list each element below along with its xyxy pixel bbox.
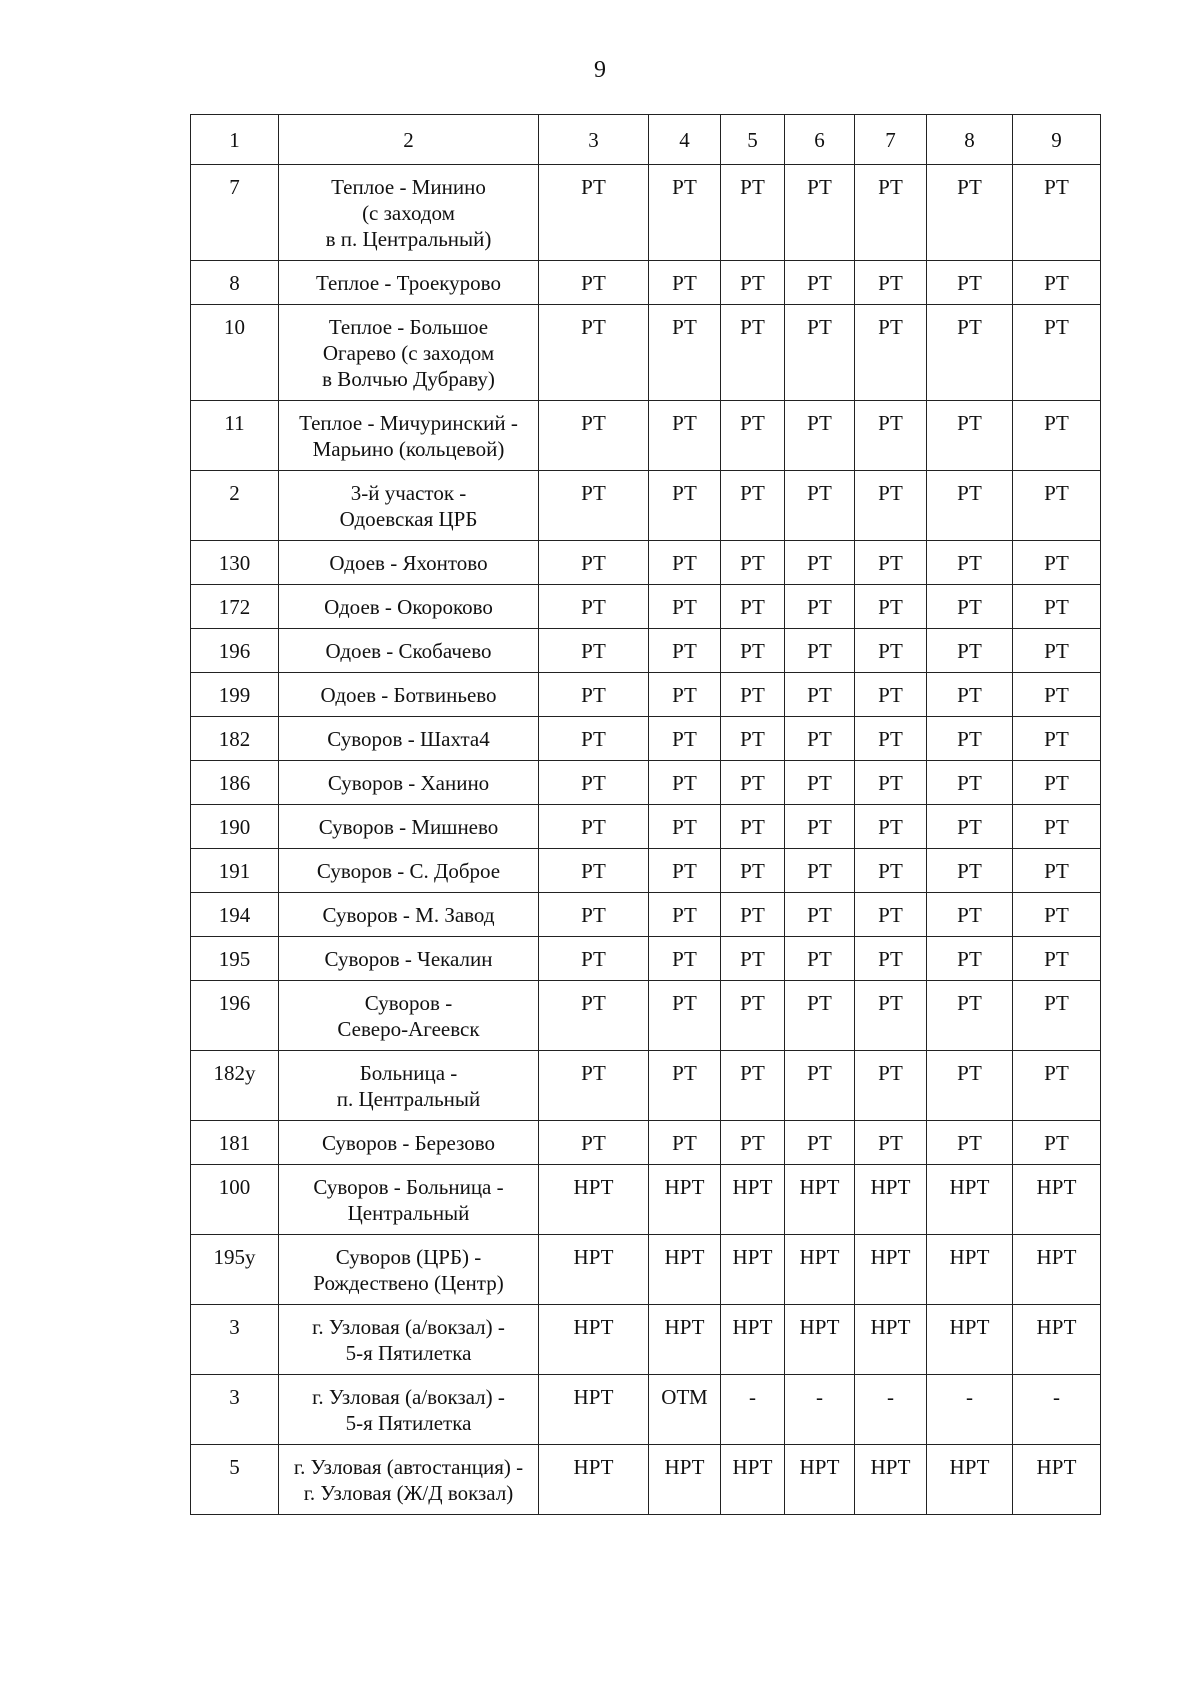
page-number: 9 — [594, 57, 606, 83]
status-cell: РТ — [1013, 849, 1101, 893]
table-row — [191, 1121, 1101, 1165]
status-cell: РТ — [927, 305, 1013, 401]
status-cell: РТ — [649, 673, 721, 717]
status-cell: РТ — [785, 673, 855, 717]
status-cell: НРТ — [785, 1165, 855, 1235]
table-row — [191, 1305, 1101, 1375]
status-cell: РТ — [785, 261, 855, 305]
status-cell: НРТ — [927, 1165, 1013, 1235]
table-row — [191, 1235, 1101, 1305]
route-name: Теплое - Мичуринский - Марьино (кольцевой) — [279, 401, 539, 471]
route-name: Одоев - Яхонтово — [279, 541, 539, 585]
status-cell: НРТ — [539, 1235, 649, 1305]
status-cell: РТ — [927, 937, 1013, 981]
route-number: 190 — [191, 805, 279, 849]
status-cell: РТ — [539, 1121, 649, 1165]
status-cell: РТ — [539, 805, 649, 849]
status-cell: РТ — [649, 1121, 721, 1165]
routes-table — [190, 114, 1101, 1515]
route-name: Суворов (ЦРБ) - Рождествено (Центр) — [279, 1235, 539, 1305]
status-cell: РТ — [855, 673, 927, 717]
status-cell: РТ — [1013, 471, 1101, 541]
status-cell: РТ — [855, 541, 927, 585]
status-cell: РТ — [927, 541, 1013, 585]
status-cell: ОТМ — [649, 1375, 721, 1445]
status-cell: РТ — [785, 805, 855, 849]
route-number: 3 — [191, 1305, 279, 1375]
status-cell: РТ — [539, 981, 649, 1051]
route-number: 7 — [191, 165, 279, 261]
table-row — [191, 761, 1101, 805]
status-cell: РТ — [855, 761, 927, 805]
table-row — [191, 849, 1101, 893]
status-cell: РТ — [649, 165, 721, 261]
status-cell: НРТ — [721, 1305, 785, 1375]
route-name: Суворов - Березово — [279, 1121, 539, 1165]
status-cell: НРТ — [785, 1445, 855, 1515]
table-row — [191, 981, 1101, 1051]
status-cell: РТ — [1013, 937, 1101, 981]
status-cell: РТ — [1013, 165, 1101, 261]
status-cell: - — [927, 1375, 1013, 1445]
status-cell: РТ — [855, 849, 927, 893]
route-number: 195 — [191, 937, 279, 981]
status-cell: РТ — [927, 261, 1013, 305]
status-cell: РТ — [539, 893, 649, 937]
status-cell: РТ — [855, 471, 927, 541]
route-number: 3 — [191, 1375, 279, 1445]
status-cell: НРТ — [649, 1305, 721, 1375]
status-cell: РТ — [721, 305, 785, 401]
route-number: 10 — [191, 305, 279, 401]
status-cell: РТ — [855, 717, 927, 761]
route-number: 11 — [191, 401, 279, 471]
route-name: Одоев - Ботвиньево — [279, 673, 539, 717]
status-cell: РТ — [721, 401, 785, 471]
status-cell: РТ — [539, 305, 649, 401]
status-cell: РТ — [785, 585, 855, 629]
status-cell: РТ — [721, 717, 785, 761]
status-cell: РТ — [927, 1051, 1013, 1121]
status-cell: РТ — [927, 805, 1013, 849]
status-cell: РТ — [1013, 981, 1101, 1051]
table-row — [191, 937, 1101, 981]
status-cell: РТ — [927, 761, 1013, 805]
status-cell: РТ — [721, 761, 785, 805]
status-cell: РТ — [721, 805, 785, 849]
table-row — [191, 165, 1101, 261]
status-cell: РТ — [1013, 261, 1101, 305]
route-name: Суворов - Ханино — [279, 761, 539, 805]
status-cell: РТ — [539, 1051, 649, 1121]
header-cell: 2 — [279, 115, 539, 165]
status-cell: НРТ — [539, 1375, 649, 1445]
route-number: 196 — [191, 981, 279, 1051]
status-cell: НРТ — [785, 1235, 855, 1305]
status-cell: НРТ — [539, 1305, 649, 1375]
table-body — [191, 115, 1101, 1515]
status-cell: РТ — [855, 165, 927, 261]
status-cell: НРТ — [855, 1235, 927, 1305]
status-cell: РТ — [785, 981, 855, 1051]
status-cell: РТ — [1013, 1051, 1101, 1121]
route-number: 196 — [191, 629, 279, 673]
status-cell: РТ — [539, 673, 649, 717]
route-number: 191 — [191, 849, 279, 893]
status-cell: РТ — [539, 761, 649, 805]
route-number: 199 — [191, 673, 279, 717]
status-cell: РТ — [649, 585, 721, 629]
status-cell: РТ — [1013, 893, 1101, 937]
status-cell: НРТ — [1013, 1235, 1101, 1305]
route-name: г. Узловая (а/вокзал) - 5-я Пятилетка — [279, 1305, 539, 1375]
status-cell: НРТ — [785, 1305, 855, 1375]
status-cell: РТ — [927, 1121, 1013, 1165]
status-cell: РТ — [927, 849, 1013, 893]
route-number: 195у — [191, 1235, 279, 1305]
route-number: 2 — [191, 471, 279, 541]
status-cell: РТ — [721, 937, 785, 981]
status-cell: РТ — [927, 981, 1013, 1051]
status-cell: - — [721, 1375, 785, 1445]
status-cell: РТ — [785, 165, 855, 261]
table-row — [191, 1445, 1101, 1515]
status-cell: РТ — [785, 1051, 855, 1121]
status-cell: РТ — [1013, 305, 1101, 401]
table-row — [191, 471, 1101, 541]
route-number: 181 — [191, 1121, 279, 1165]
header-cell: 7 — [855, 115, 927, 165]
status-cell: РТ — [649, 471, 721, 541]
status-cell: РТ — [721, 541, 785, 585]
status-cell: РТ — [649, 805, 721, 849]
status-cell: РТ — [539, 471, 649, 541]
route-name: 3-й участок - Одоевская ЦРБ — [279, 471, 539, 541]
status-cell: РТ — [927, 471, 1013, 541]
status-cell: РТ — [721, 893, 785, 937]
route-name: Суворов - Северо-Агеевск — [279, 981, 539, 1051]
status-cell: - — [785, 1375, 855, 1445]
status-cell: РТ — [539, 261, 649, 305]
status-cell: РТ — [1013, 629, 1101, 673]
table-row — [191, 1375, 1101, 1445]
status-cell: РТ — [927, 717, 1013, 761]
status-cell: РТ — [721, 1121, 785, 1165]
status-cell: РТ — [539, 165, 649, 261]
status-cell: НРТ — [1013, 1165, 1101, 1235]
status-cell: РТ — [721, 981, 785, 1051]
status-cell: РТ — [539, 849, 649, 893]
table-row — [191, 893, 1101, 937]
status-cell: РТ — [855, 1121, 927, 1165]
status-cell: РТ — [785, 305, 855, 401]
status-cell: НРТ — [721, 1235, 785, 1305]
status-cell: РТ — [649, 629, 721, 673]
table-row — [191, 1051, 1101, 1121]
status-cell: РТ — [1013, 1121, 1101, 1165]
table-row — [191, 585, 1101, 629]
route-name: Теплое - Большое Огарево (с заходом в Волчью Дубраву) — [279, 305, 539, 401]
status-cell: РТ — [649, 261, 721, 305]
header-cell: 9 — [1013, 115, 1101, 165]
status-cell: РТ — [855, 305, 927, 401]
status-cell: НРТ — [649, 1235, 721, 1305]
status-cell: РТ — [721, 471, 785, 541]
route-name: Суворов - Чекалин — [279, 937, 539, 981]
header-cell: 4 — [649, 115, 721, 165]
table-row — [191, 401, 1101, 471]
table-row — [191, 1165, 1101, 1235]
status-cell: РТ — [721, 165, 785, 261]
route-number: 100 — [191, 1165, 279, 1235]
status-cell: РТ — [1013, 673, 1101, 717]
status-cell: РТ — [1013, 717, 1101, 761]
status-cell: РТ — [785, 541, 855, 585]
status-cell: НРТ — [855, 1305, 927, 1375]
status-cell: РТ — [855, 981, 927, 1051]
status-cell: РТ — [539, 629, 649, 673]
table-row — [191, 673, 1101, 717]
status-cell: РТ — [539, 717, 649, 761]
table-row — [191, 261, 1101, 305]
status-cell: РТ — [539, 541, 649, 585]
status-cell: НРТ — [721, 1445, 785, 1515]
status-cell: НРТ — [649, 1165, 721, 1235]
status-cell: РТ — [855, 585, 927, 629]
status-cell: РТ — [1013, 401, 1101, 471]
status-cell: РТ — [785, 937, 855, 981]
status-cell: НРТ — [1013, 1445, 1101, 1515]
status-cell: НРТ — [927, 1305, 1013, 1375]
route-name: Теплое - Троекурово — [279, 261, 539, 305]
status-cell: РТ — [649, 849, 721, 893]
status-cell: РТ — [539, 937, 649, 981]
status-cell: НРТ — [1013, 1305, 1101, 1375]
status-cell: РТ — [785, 717, 855, 761]
status-cell: РТ — [721, 585, 785, 629]
status-cell: РТ — [785, 849, 855, 893]
status-cell: РТ — [649, 305, 721, 401]
status-cell: РТ — [785, 401, 855, 471]
table-row — [191, 629, 1101, 673]
header-cell: 6 — [785, 115, 855, 165]
status-cell: РТ — [927, 585, 1013, 629]
route-number: 8 — [191, 261, 279, 305]
route-name: Суворов - Шахта4 — [279, 717, 539, 761]
status-cell: РТ — [649, 937, 721, 981]
route-name: Суворов - С. Доброе — [279, 849, 539, 893]
status-cell: РТ — [855, 401, 927, 471]
route-name: Одоев - Скобачево — [279, 629, 539, 673]
table-row — [191, 541, 1101, 585]
status-cell: РТ — [721, 629, 785, 673]
route-number: 182 — [191, 717, 279, 761]
status-cell: РТ — [1013, 761, 1101, 805]
status-cell: РТ — [1013, 541, 1101, 585]
table-row — [191, 805, 1101, 849]
status-cell: НРТ — [649, 1445, 721, 1515]
status-cell: РТ — [855, 261, 927, 305]
status-cell: НРТ — [539, 1445, 649, 1515]
status-cell: РТ — [721, 261, 785, 305]
status-cell: РТ — [649, 1051, 721, 1121]
status-cell: РТ — [785, 471, 855, 541]
status-cell: РТ — [785, 629, 855, 673]
status-cell: НРТ — [927, 1235, 1013, 1305]
route-name: Теплое - Минино (с заходом в п. Центральный) — [279, 165, 539, 261]
status-cell: РТ — [927, 629, 1013, 673]
status-cell: РТ — [855, 805, 927, 849]
status-cell: РТ — [927, 401, 1013, 471]
route-name: г. Узловая (автостанция) - г. Узловая (Ж/Д вокзал) — [279, 1445, 539, 1515]
status-cell: НРТ — [927, 1445, 1013, 1515]
status-cell: НРТ — [855, 1165, 927, 1235]
route-name: Суворов - М. Завод — [279, 893, 539, 937]
status-cell: РТ — [785, 761, 855, 805]
table-row — [191, 305, 1101, 401]
header-cell: 1 — [191, 115, 279, 165]
status-cell: НРТ — [721, 1165, 785, 1235]
status-cell: - — [855, 1375, 927, 1445]
status-cell: РТ — [649, 761, 721, 805]
status-cell: РТ — [721, 673, 785, 717]
status-cell: НРТ — [855, 1445, 927, 1515]
status-cell: РТ — [855, 1051, 927, 1121]
status-cell: РТ — [785, 1121, 855, 1165]
status-cell: РТ — [855, 629, 927, 673]
status-cell: РТ — [927, 165, 1013, 261]
route-number: 130 — [191, 541, 279, 585]
status-cell: РТ — [539, 401, 649, 471]
status-cell: РТ — [1013, 585, 1101, 629]
status-cell: РТ — [649, 541, 721, 585]
status-cell: РТ — [927, 673, 1013, 717]
table-row — [191, 717, 1101, 761]
status-cell: - — [1013, 1375, 1101, 1445]
status-cell: РТ — [649, 981, 721, 1051]
route-name: Суворов - Мишнево — [279, 805, 539, 849]
status-cell: НРТ — [539, 1165, 649, 1235]
route-name: Суворов - Больница - Центральный — [279, 1165, 539, 1235]
status-cell: РТ — [1013, 805, 1101, 849]
status-cell: РТ — [785, 893, 855, 937]
status-cell: РТ — [649, 717, 721, 761]
header-cell: 8 — [927, 115, 1013, 165]
route-name: Больница - п. Центральный — [279, 1051, 539, 1121]
status-cell: РТ — [927, 893, 1013, 937]
route-name: г. Узловая (а/вокзал) - 5-я Пятилетка — [279, 1375, 539, 1445]
table-header-row — [191, 115, 1101, 165]
status-cell: РТ — [649, 401, 721, 471]
header-cell: 5 — [721, 115, 785, 165]
route-number: 182у — [191, 1051, 279, 1121]
status-cell: РТ — [539, 585, 649, 629]
status-cell: РТ — [855, 893, 927, 937]
route-number: 172 — [191, 585, 279, 629]
status-cell: РТ — [721, 1051, 785, 1121]
status-cell: РТ — [721, 849, 785, 893]
status-cell: РТ — [649, 893, 721, 937]
route-number: 5 — [191, 1445, 279, 1515]
route-name: Одоев - Окороково — [279, 585, 539, 629]
header-cell: 3 — [539, 115, 649, 165]
status-cell: РТ — [855, 937, 927, 981]
route-number: 194 — [191, 893, 279, 937]
route-number: 186 — [191, 761, 279, 805]
